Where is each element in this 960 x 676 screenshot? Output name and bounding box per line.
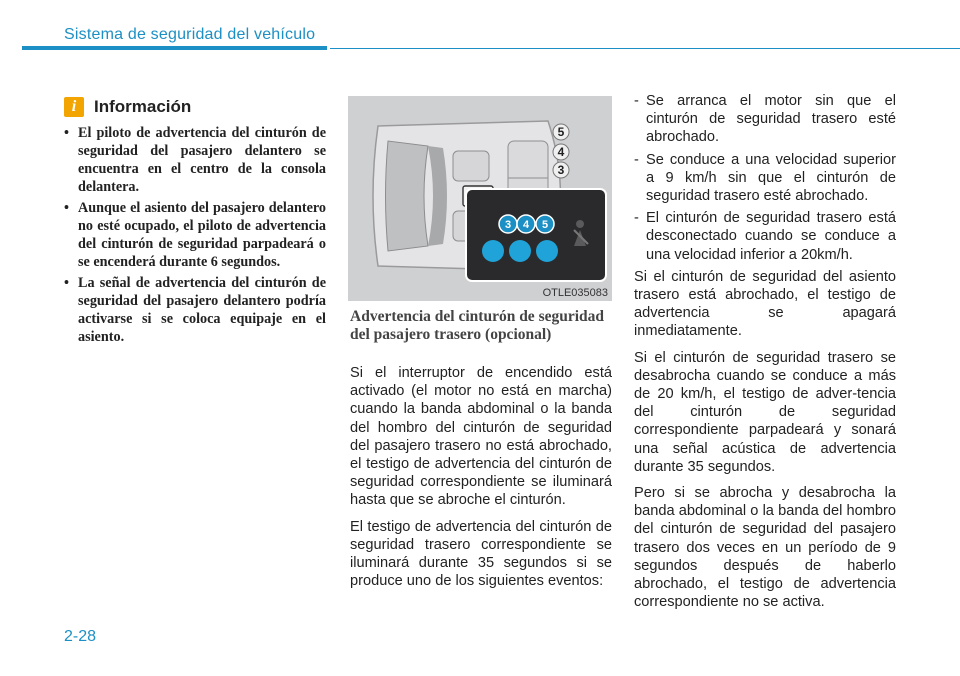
page-number: 2-28 [64,628,97,645]
paragraph: El testigo de advertencia del cinturón de seguridad trasero correspondiente se iluminará durante 35 segundos si se produce uno de los siguientes eventos: [350,518,612,590]
svg-text:5: 5 [541,219,549,231]
section-title: Advertencia del cinturón de seguridad del pasajero trasero (opcional) [350,308,605,343]
info-item: • Aunque el asiento del pasajero delantero no esté ocupado, el piloto de advertencia del cinturón de seguridad parpadeará o se encenderá durante 6 segundos. [64,199,326,271]
svg-text:3: 3 [504,219,512,231]
svg-text:4: 4 [522,219,530,231]
car-seatbelt-figure [348,96,612,301]
header-rule-thick [22,46,327,50]
info-title: Información [94,97,192,116]
info-heading [64,96,191,118]
paragraph: Si el interruptor de encendido está activado (el motor no está en marcha) cuando la banda abdominal o la banda del hombro del cinturón de seguridad del pasajero trasero no está abrochado, el testigo de advertencia del cinturón de seguridad correspondiente se iluminará hasta que se abroche el cinturón. [350,365,612,509]
paragraph: Pero si se abrocha y desabrocha la banda abdominal o la banda del hombro del cinturón de seguridad del pasajero trasero dos veces en un período de 9 segundos después de haberlo abrochado, el testigo de advertencia correspondiente no se activa. [634,485,896,611]
middle-column [350,364,612,598]
seat-number-5: 5 [557,125,565,139]
seat-number-4: 4 [557,145,565,159]
figure-code: OTLE035083 [542,287,608,299]
event-item: - El cinturón de seguridad trasero está desconectado cuando se conduce a una velocidad inferior a 20km/h. [634,209,896,264]
seat-number-3: 3 [557,163,565,177]
events-list [634,92,896,264]
section-header-title: Sistema de seguridad del vehículo [64,26,316,43]
info-list [64,124,326,349]
event-item: - Se conduce a una velocidad superior a 9 km/h sin que el cinturón de seguridad trasero esté abrochado. [634,151,896,206]
info-item: • La señal de advertencia del cinturón de seguridad del pasajero delantero podría activarse si se coloca equipaje en el asiento. [64,274,326,346]
info-icon: i [64,97,84,117]
car-top-view-illustration [348,96,612,301]
paragraph: Si el cinturón de seguridad trasero se desabrocha cuando se conduce a más de 20 km/h, el testigo de adver-tencia del cinturón de seguridad correspondiente parpadeará y sonará una señal acústica de advertencia durante 35 segundos. [634,349,896,475]
right-column [634,92,896,619]
event-item: - Se arranca el motor sin que el cinturón de seguridad trasero esté abrochado. [634,92,896,147]
info-item: • El piloto de advertencia del cinturón de seguridad del pasajero delantero se encuentra en el centro de la consola delantera. [64,124,326,196]
header-rule-thin [330,48,960,49]
paragraph: Si el cinturón de seguridad del asiento trasero está abrochado, el testigo de advertencia se apagará inmediatamente. [634,268,896,340]
